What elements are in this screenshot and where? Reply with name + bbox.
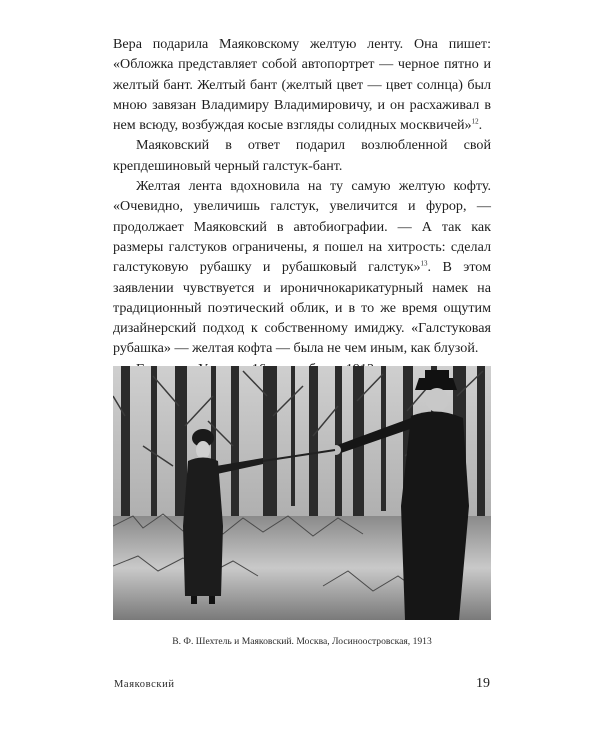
- photo-caption: В. Ф. Шехтель и Маяковский. Москва, Лосиноостровская, 1913: [172, 636, 432, 647]
- footnote-ref-12: 12: [471, 117, 479, 126]
- paragraph-3-text: Желтая лента вдохновила на ту самую желтую кофту. «Очевидно, увеличишь галстук, увеличится и фурор, — продолжает Маяковский в автобиографии. — А так как размеры галстуков ограничены, я пошел на хитрость: сделал галстуковую рубашку и рубашковый галстук»: [113, 178, 491, 276]
- footnote-ref-13: 13: [420, 259, 428, 268]
- photo-illustration: [113, 366, 491, 620]
- paragraph-1-text: Вера подарила Маяковскому желтую ленту. Она пишет: «Обложка представляет собой автопортрет — черное пятно и желтый бант. Желтый бант (желтый цвет — цвет солнца) был мною завязан Владимиру Владимировичу, и он расхаживал в нем всюду, возбуждая косые взгляды солидных москвичей»: [113, 36, 491, 134]
- paragraph-3: [113, 176, 491, 359]
- paragraph-2: [113, 135, 491, 176]
- historical-photograph: [113, 366, 491, 620]
- running-head: Маяковский: [114, 679, 175, 690]
- page-number: 19: [476, 676, 490, 691]
- paragraph-3-text-after: . В этом заявлении чувствуется и ироничнокарикатурный намек на традиционный поэтический облик, и в то же время ощутим дизайнерский подход к собственному имиджу. «Галстуковая рубашка» — желтая кофта — была не чем иным, как блузой.: [113, 259, 491, 357]
- paragraph-1: Вера подарила Маяковскому желтую ленту. Она пишет: «Обложка представляет собой автопортрет — черное пятно и желтый бант. Желтый бант (желтый цвет — цвет солнца) был мною завязан Владимиру Владимировичу, и он расхаживал в нем всюду, возбуждая косые взгляды солидных москвичей»$^{12}$.: [113, 36, 491, 134]
- paragraph-2-text: Маяковский в ответ подарил возлюбленной свой крепдешиновый черный галстук-бант.: [113, 137, 491, 174]
